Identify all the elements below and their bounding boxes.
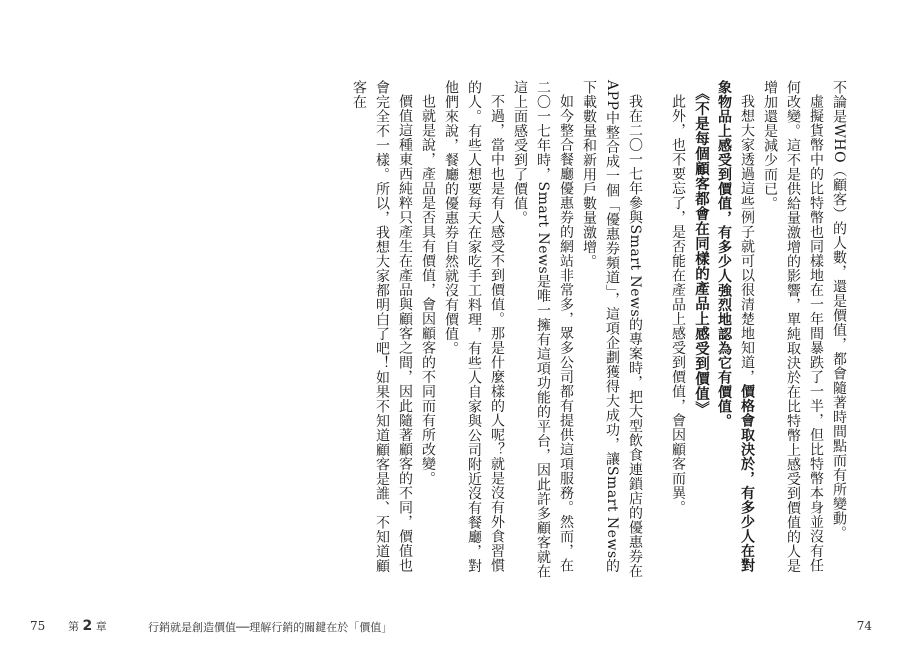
running-title: 行銷就是創造價值──理解行銷的關鍵在於「價值」 [148, 621, 393, 634]
paragraph: 價值這種東西純粹只產生在產品與顧客之間，因此隨著顧客的不同，價值也會完全不一樣。所以，我想大家都明白了吧！如果不知道顧客是誰、不知道顧客在 [351, 80, 413, 573]
paragraph: 不過，當中也是有人感受不到價值。那是什麼樣的人呢？就是沒有外食習慣的人。有些人想要每天在家吃手工料理，有些人自家與公司附近沒有餐廳，對他們來說，餐廳的優惠券自然就沒有價值。 [443, 80, 505, 573]
section-heading: 《不是每個顧客都會在同樣的產品上感受到價值》 [693, 86, 709, 416]
bold-emphasis-text: 價格會取決於，有多少人在對象物品上感受到價值，有多少人強烈地認為它有價值。 [716, 80, 755, 573]
paragraph: 如今整合餐廳優惠券的網站非常多，眾多公司都有提供這項服務。然而，在二〇一七年時，Smart News是唯一擁有這項功能的平台，因此許多顧客就在這上面感受到了價值。 [512, 80, 574, 579]
paragraph: 虛擬貨幣中的比特幣也同樣地在一年間暴跌了一半，但比特幣本身並沒有任何改變。這不是供給量激增的影響，單純取決於在比特幣上感受到價值的人是增加還是減少而已。 [762, 80, 824, 573]
vertical-text-body [55, 80, 850, 585]
chapter-suffix: 章 [95, 620, 107, 633]
right-page-number: 74 [856, 619, 872, 633]
paragraph-text: 我想大家透過這些例子就可以很清楚地知道， [739, 94, 755, 384]
paragraph: 此外，也不要忘了，是否能在產品上感受到價值，會因顧客而異。 [670, 94, 686, 515]
page-footer [0, 616, 900, 636]
left-page-number: 75 [30, 619, 46, 633]
paragraph: 不論是WHO（顧客）的人數，還是價值，都會隨著時間點而有所變動。 [831, 80, 847, 541]
paragraph: 也就是說，產品是否具有價值，會因顧客的不同而有所改變。 [420, 94, 436, 486]
paragraph: 我在二〇一七年參與Smart News的專案時，把大型飲食連鎖店的優惠券在APP中整合成一個「優惠券頻道」，這項企劃獲得大成功，讓Smart News的下載數量和新用戶數量激增。 [581, 80, 643, 579]
chapter-number: 2 [82, 618, 93, 634]
paragraph [712, 80, 758, 585]
chapter-label [68, 618, 107, 634]
chapter-prefix: 第 [68, 620, 79, 633]
